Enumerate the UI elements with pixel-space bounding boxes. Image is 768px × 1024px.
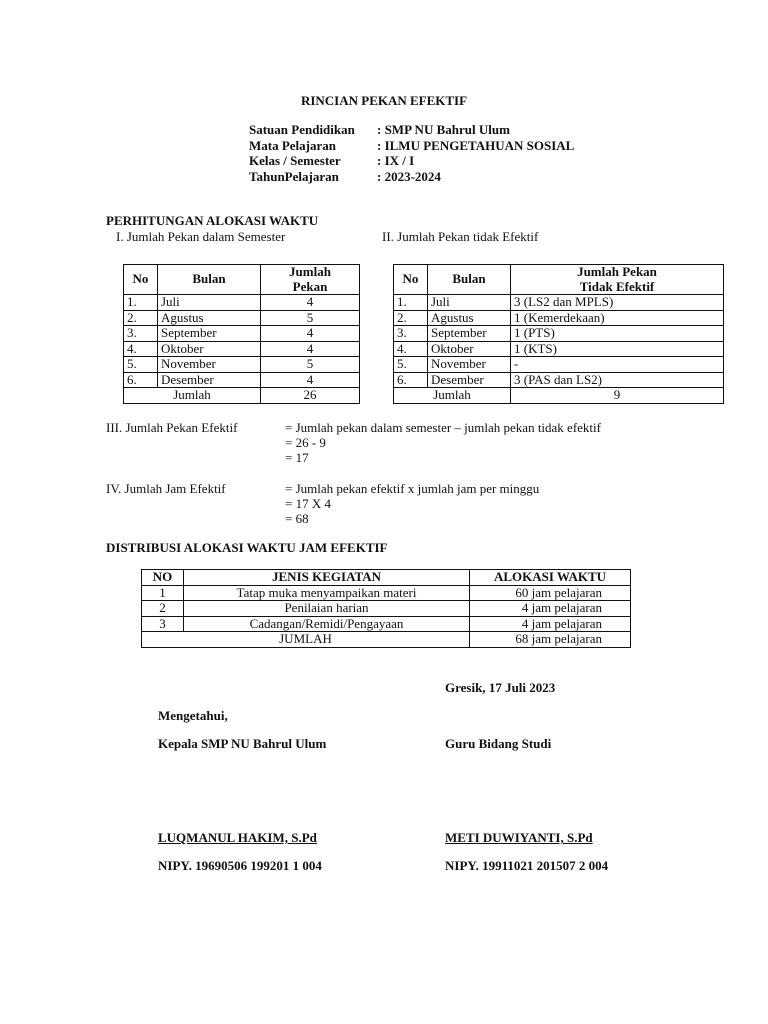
left-signatory-nipy: NIPY. 19690506 199201 1 004: [158, 858, 322, 873]
right-signatory-role: Guru Bidang Studi: [445, 736, 552, 751]
left-signatory-name: LUQMANUL HAKIM, S.Pd: [158, 830, 317, 845]
left-signatory-role: Kepala SMP NU Bahrul Ulum: [158, 736, 327, 751]
cell-no: 5.: [394, 357, 428, 373]
info-block: [249, 122, 574, 184]
cell-jumlah: -: [511, 357, 724, 373]
cell-bulan: Oktober: [428, 341, 511, 357]
table-row: [124, 310, 360, 326]
table-total-row: [394, 388, 724, 404]
table1-caption: I. Jumlah Pekan dalam Semester: [116, 229, 286, 244]
calc-row: [106, 435, 601, 450]
jam-efektif-calc: [106, 481, 539, 526]
calc-row: [106, 481, 539, 496]
table-row: [124, 357, 360, 373]
cell-bulan: Agustus: [428, 310, 511, 326]
table-row: [124, 341, 360, 357]
table-row: [394, 326, 724, 342]
cell-jenis: Penilaian harian: [184, 601, 470, 617]
table-row: [394, 310, 724, 326]
table-row: [142, 601, 631, 617]
table-row: [142, 616, 631, 632]
total-label: Jumlah: [394, 388, 511, 404]
calc-row: [106, 496, 539, 511]
cell-no: 2: [142, 601, 184, 617]
total-label: JUMLAH: [142, 632, 470, 648]
cell-jumlah: 4: [261, 341, 360, 357]
info-row: [249, 169, 574, 185]
cell-no: 1.: [394, 295, 428, 311]
col-header-no: No: [394, 265, 428, 295]
cell-bulan: Juli: [428, 295, 511, 311]
cell-jumlah: 1 (Kemerdekaan): [511, 310, 724, 326]
cell-jumlah: 5: [261, 357, 360, 373]
info-row: [249, 153, 574, 169]
cell-jumlah: 4: [261, 372, 360, 388]
cell-jumlah: 1 (PTS): [511, 326, 724, 342]
info-value: : SMP NU Bahrul Ulum: [377, 122, 510, 137]
col-header-jumlah: [511, 265, 724, 295]
header-line: Jumlah Pekan: [577, 264, 657, 279]
cell-no: 1.: [124, 295, 158, 311]
pekan-semester-table: [123, 264, 360, 404]
cell-jumlah: 3 (PAS dan LS2): [511, 372, 724, 388]
col-header-jumlah: [261, 265, 360, 295]
calc-label: IV. Jumlah Jam Efektif: [106, 481, 226, 496]
cell-no: 1: [142, 585, 184, 601]
col-header-bulan: Bulan: [428, 265, 511, 295]
cell-no: 5.: [124, 357, 158, 373]
total-value: 68 jam pelajaran: [470, 632, 631, 648]
table-row: [394, 295, 724, 311]
cell-no: 6.: [394, 372, 428, 388]
cell-bulan: Agustus: [158, 310, 261, 326]
col-header-jenis: JENIS KEGIATAN: [184, 570, 470, 586]
pekan-efektif-calc: [106, 420, 601, 465]
header-line: Tidak Efektif: [579, 278, 655, 294]
header-line: Jumlah: [289, 264, 331, 279]
mengetahui-label: Mengetahui,: [158, 708, 228, 723]
cell-jumlah: 5: [261, 310, 360, 326]
header-line: Pekan: [292, 278, 328, 294]
info-value: : ILMU PENGETAHUAN SOSIAL: [377, 137, 575, 153]
cell-bulan: Desember: [428, 372, 511, 388]
cell-bulan: November: [158, 357, 261, 373]
cell-bulan: Juli: [158, 295, 261, 311]
cell-bulan: November: [428, 357, 511, 373]
cell-jumlah: 1 (KTS): [511, 341, 724, 357]
calc-line: = 26 - 9: [285, 435, 326, 450]
table-total-row: [124, 388, 360, 404]
calc-row: [106, 511, 539, 526]
distribusi-table: [141, 569, 631, 648]
total-label: Jumlah: [124, 388, 261, 404]
table-row: [124, 326, 360, 342]
cell-jenis: Tatap muka menyampaikan materi: [184, 585, 470, 601]
calc-line: = Jumlah pekan efektif x jumlah jam per minggu: [285, 481, 540, 496]
pekan-tidak-efektif-table: [393, 264, 724, 404]
info-label: Kelas / Semester: [249, 153, 341, 168]
table-row: [124, 372, 360, 388]
cell-no: 2.: [394, 310, 428, 326]
cell-bulan: September: [158, 326, 261, 342]
distribusi-heading: DISTRIBUSI ALOKASI WAKTU JAM EFEKTIF: [106, 540, 388, 555]
table-row: [394, 341, 724, 357]
calc-row: [106, 450, 601, 465]
calc-line: = Jumlah pekan dalam semester – jumlah pekan tidak efektif: [285, 420, 601, 435]
table-row: [142, 585, 631, 601]
cell-no: 4.: [394, 341, 428, 357]
info-label: TahunPelajaran: [249, 168, 339, 184]
cell-bulan: September: [428, 326, 511, 342]
col-header-no: NO: [142, 570, 184, 586]
cell-alokasi: 4 jam pelajaran: [470, 601, 631, 617]
info-label: Mata Pelajaran: [249, 137, 337, 153]
cell-jumlah: 4: [261, 326, 360, 342]
cell-no: 6.: [124, 372, 158, 388]
calc-line: = 68: [285, 511, 309, 526]
col-header-alokasi: ALOKASI WAKTU: [470, 570, 631, 586]
cell-no: 2.: [124, 310, 158, 326]
total-value: 26: [261, 388, 360, 404]
cell-no: 3.: [394, 326, 428, 342]
right-signatory-name: METI DUWIYANTI, S.Pd: [445, 830, 593, 845]
place-date: Gresik, 17 Juli 2023: [445, 680, 556, 695]
cell-no: 4.: [124, 341, 158, 357]
calc-line: = 17 X 4: [285, 496, 331, 511]
table-header-row: [142, 570, 631, 586]
total-value: 9: [511, 388, 724, 404]
table-header-row: [124, 265, 360, 295]
cell-no: 3: [142, 616, 184, 632]
calc-line: = 17: [285, 450, 309, 465]
col-header-bulan: Bulan: [158, 265, 261, 295]
calc-label: III. Jumlah Pekan Efektif: [106, 420, 238, 435]
table-row: [124, 295, 360, 311]
cell-bulan: Oktober: [158, 341, 261, 357]
cell-jumlah: 4: [261, 295, 360, 311]
table2-caption: II. Jumlah Pekan tidak Efektif: [382, 229, 539, 244]
cell-alokasi: 4 jam pelajaran: [470, 616, 631, 632]
table-total-row: [142, 632, 631, 648]
info-row: [249, 122, 574, 138]
cell-bulan: Desember: [158, 372, 261, 388]
col-header-no: No: [124, 265, 158, 295]
table-header-row: [394, 265, 724, 295]
cell-no: 3.: [124, 326, 158, 342]
info-value: : 2023-2024: [377, 168, 441, 184]
cell-jumlah: 3 (LS2 dan MPLS): [511, 295, 724, 311]
perhitungan-heading: PERHITUNGAN ALOKASI WAKTU: [106, 213, 319, 228]
cell-alokasi: 60 jam pelajaran: [470, 585, 631, 601]
table-row: [394, 357, 724, 373]
document-title: RINCIAN PEKAN EFEKTIF: [300, 93, 468, 108]
cell-jenis: Cadangan/Remidi/Pengayaan: [184, 616, 470, 632]
info-label: Satuan Pendidikan: [249, 122, 355, 137]
table-row: [394, 372, 724, 388]
info-row: [249, 138, 574, 154]
calc-row: [106, 420, 601, 435]
info-value: : IX / I: [377, 153, 415, 168]
right-signatory-nipy: NIPY. 19911021 201507 2 004: [445, 858, 609, 873]
